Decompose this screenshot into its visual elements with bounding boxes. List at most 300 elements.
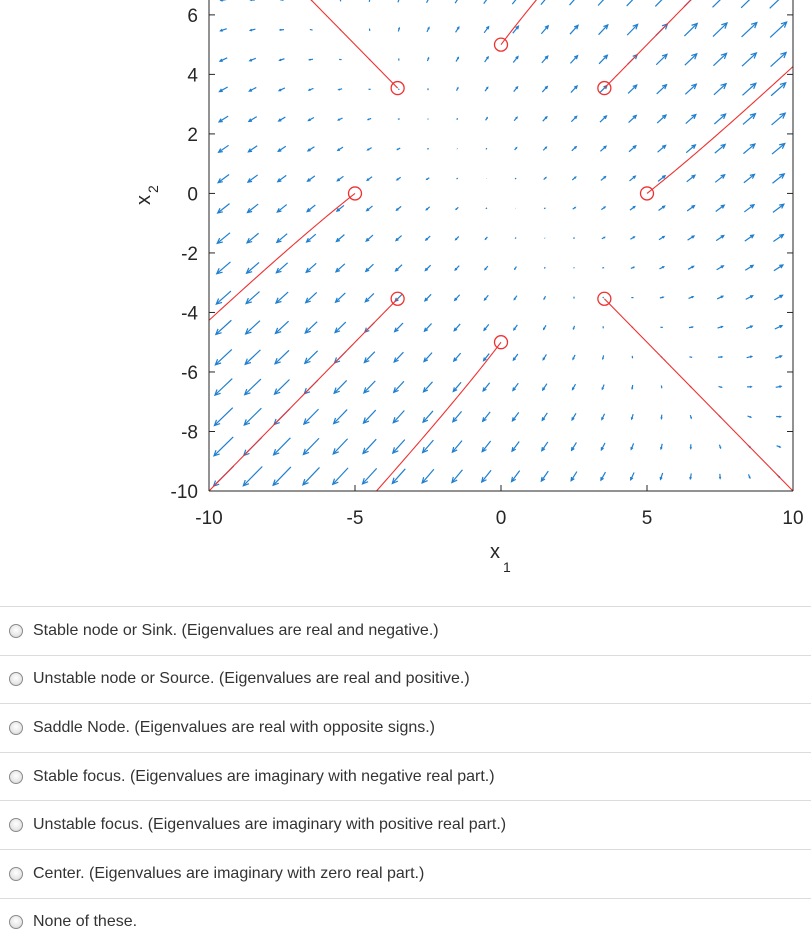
vector-arrow — [686, 115, 696, 124]
vector-arrow — [601, 443, 605, 450]
vector-arrow — [274, 438, 291, 455]
vector-arrow — [513, 57, 518, 63]
vector-arrow — [573, 326, 574, 329]
vector-arrow — [221, 0, 226, 1]
radio-button[interactable] — [9, 672, 23, 686]
vector-arrow — [515, 237, 516, 238]
vector-arrow — [277, 234, 287, 243]
x-tick-label: 0 — [496, 508, 507, 529]
vector-arrow — [514, 296, 517, 300]
vector-arrow — [218, 174, 229, 182]
vector-arrow — [600, 146, 606, 151]
vector-arrow — [336, 264, 345, 272]
vector-arrow — [717, 266, 724, 270]
vector-arrow — [456, 88, 457, 91]
vector-arrow — [486, 148, 487, 149]
option-label: Stable node or Sink. (Eigenvalues are real and negative.) — [33, 622, 439, 640]
vector-arrow — [333, 468, 348, 484]
option-label: None of these. — [33, 913, 137, 931]
vector-arrow — [601, 472, 606, 480]
option-unstable-node[interactable] — [0, 655, 811, 704]
vector-arrow — [774, 295, 782, 300]
vector-arrow — [309, 59, 313, 60]
vector-arrow — [687, 175, 695, 182]
vector-arrow — [215, 349, 231, 364]
vector-arrow — [217, 262, 231, 274]
vector-arrow — [571, 472, 577, 481]
trajectory — [89, 292, 404, 580]
option-label: Unstable node or Source. (Eigenvalues are real and positive.) — [33, 670, 470, 688]
vector-arrow — [745, 235, 754, 241]
vector-arrow — [515, 148, 517, 150]
vector-arrow — [219, 145, 229, 152]
vector-arrow — [455, 0, 459, 3]
trajectory — [495, 0, 736, 51]
vector-arrow — [396, 206, 401, 210]
vector-arrow — [774, 265, 783, 271]
trajectory — [598, 0, 811, 95]
vector-arrow — [512, 471, 520, 482]
vector-arrow — [512, 412, 518, 421]
vector-arrow — [482, 441, 490, 452]
vector-arrow — [335, 293, 345, 302]
vector-arrow — [246, 292, 259, 304]
vector-arrow — [367, 206, 373, 211]
vector-arrow — [603, 355, 604, 358]
vector-arrow — [541, 0, 549, 5]
vector-arrow — [657, 85, 667, 94]
vector-arrow — [776, 386, 781, 388]
vector-arrow — [484, 354, 490, 361]
vector-arrow — [513, 354, 517, 360]
vector-arrow — [743, 144, 755, 154]
vector-arrow — [602, 414, 605, 420]
vector-arrow — [247, 262, 259, 273]
vector-arrow — [599, 55, 607, 64]
vector-arrow — [280, 59, 285, 61]
vector-arrow — [486, 208, 487, 209]
radio-button[interactable] — [9, 721, 23, 735]
vector-arrow — [367, 177, 372, 181]
vector-arrow — [394, 352, 403, 362]
vector-arrow — [340, 0, 341, 1]
vector-arrow — [427, 149, 429, 150]
vector-field — [214, 0, 788, 486]
vector-arrow — [368, 118, 371, 119]
vector-arrow — [630, 237, 634, 239]
vector-arrow — [598, 0, 608, 6]
vector-arrow — [772, 144, 785, 155]
x-tick-label: -10 — [195, 508, 222, 529]
vector-arrow — [220, 87, 228, 92]
option-none-of-these[interactable] — [0, 898, 811, 946]
option-label: Unstable focus. (Eigenvalues are imaginary with positive real part.) — [33, 816, 506, 834]
vector-arrow — [484, 27, 488, 33]
vector-arrow — [748, 474, 750, 478]
vector-arrow — [713, 53, 726, 65]
vector-arrow — [246, 321, 260, 334]
vector-arrow — [748, 416, 751, 417]
vector-arrow — [772, 113, 786, 125]
radio-button[interactable] — [9, 915, 23, 929]
vector-arrow — [457, 178, 458, 179]
vector-arrow — [248, 146, 257, 152]
vector-arrow — [216, 320, 232, 334]
vector-arrow — [630, 207, 635, 211]
vector-arrow — [542, 86, 547, 92]
option-saddle-node[interactable] — [0, 703, 811, 752]
vector-arrow — [338, 147, 343, 150]
vector-arrow — [544, 178, 546, 180]
vector-arrow — [308, 147, 314, 151]
vector-arrow — [425, 294, 431, 301]
option-stable-node[interactable] — [0, 606, 811, 655]
vector-arrow — [660, 297, 663, 298]
vector-arrow — [363, 439, 376, 453]
vector-arrow — [629, 176, 635, 181]
y-tick-label: -2 — [181, 244, 198, 265]
y-tick-label: 2 — [187, 125, 198, 146]
vector-arrow — [601, 177, 606, 181]
option-label: Center. (Eigenvalues are imaginary with zero real part.) — [33, 865, 424, 883]
vector-arrow — [745, 265, 753, 270]
vector-arrow — [456, 58, 458, 62]
vector-arrow — [657, 115, 666, 123]
vector-arrow — [601, 207, 605, 210]
vector-arrow — [689, 357, 692, 358]
vector-arrow — [337, 205, 344, 211]
vector-arrow — [573, 355, 575, 359]
vector-arrow — [393, 410, 404, 422]
vector-arrow — [689, 327, 693, 328]
vector-arrow — [247, 204, 258, 212]
vector-arrow — [661, 385, 662, 388]
vector-arrow — [629, 146, 636, 152]
vector-arrow — [484, 295, 488, 300]
vector-arrow — [334, 410, 348, 424]
vector-arrow — [512, 0, 519, 4]
trajectory — [92, 0, 404, 95]
vector-arrow — [744, 205, 754, 212]
vector-arrow — [744, 174, 755, 182]
vector-arrow — [716, 236, 724, 241]
vector-arrow — [543, 354, 546, 359]
vector-arrow — [427, 0, 430, 3]
vector-arrow — [659, 267, 663, 269]
vector-arrow — [304, 409, 319, 424]
vector-arrow — [306, 263, 316, 272]
vector-arrow — [218, 204, 230, 213]
vector-arrow — [570, 0, 579, 5]
option-stable-focus[interactable] — [0, 752, 811, 801]
vector-arrow — [220, 58, 227, 61]
vector-arrow — [747, 356, 752, 358]
vector-arrow — [396, 265, 403, 271]
vector-arrow — [770, 0, 787, 8]
vector-arrow — [454, 324, 460, 331]
vector-arrow — [427, 28, 429, 32]
vector-arrow — [250, 29, 255, 31]
vector-arrow — [713, 0, 728, 7]
vector-arrow — [631, 414, 633, 419]
vector-arrow — [746, 296, 753, 300]
option-label: Stable focus. (Eigenvalues are imaginary with negative real part.) — [33, 768, 495, 786]
option-center[interactable] — [0, 849, 811, 898]
vector-arrow — [573, 384, 576, 389]
vector-arrow — [688, 266, 693, 269]
vector-arrow — [457, 118, 458, 120]
vector-arrow — [454, 353, 461, 361]
radio-button[interactable] — [9, 624, 23, 638]
vector-arrow — [339, 89, 342, 90]
vector-arrow — [602, 237, 605, 238]
vector-arrow — [689, 297, 694, 299]
x-tick-label: -5 — [347, 508, 364, 529]
option-unstable-focus[interactable] — [0, 800, 811, 849]
vector-arrow — [248, 175, 258, 182]
radio-button[interactable] — [9, 770, 23, 784]
vector-arrow — [690, 415, 691, 418]
option-label: Saddle Node. (Eigenvalues are real with opposite signs.) — [33, 719, 435, 737]
vector-arrow — [455, 295, 460, 301]
vector-arrow — [484, 0, 489, 4]
vector-arrow — [455, 266, 459, 270]
x-axis-label — [490, 541, 511, 575]
vector-arrow — [631, 443, 634, 449]
vector-arrow — [456, 236, 459, 239]
vector-arrow — [425, 265, 430, 270]
trajectory — [90, 187, 362, 432]
vector-arrow — [631, 473, 634, 480]
vector-arrow — [600, 116, 607, 122]
x-tick-label: 5 — [642, 508, 653, 529]
vector-arrow — [309, 88, 314, 90]
vector-arrow — [661, 415, 662, 419]
vector-arrow — [543, 384, 547, 390]
vector-arrow — [777, 446, 781, 448]
vector-arrow — [337, 176, 343, 180]
vector-arrow — [541, 26, 548, 34]
x-axis-label-sub: 1 — [503, 559, 511, 575]
vector-arrow — [659, 206, 665, 210]
vector-arrow — [275, 321, 288, 333]
vector-arrow — [398, 0, 400, 2]
vector-arrow — [217, 233, 230, 244]
vector-arrow — [277, 205, 286, 213]
vector-arrow — [483, 412, 491, 421]
vector-arrow — [364, 381, 375, 393]
vector-arrow — [422, 469, 434, 483]
vector-arrow — [396, 236, 402, 241]
vector-arrow — [628, 85, 637, 93]
vector-arrow — [368, 148, 372, 150]
vector-arrow — [278, 175, 287, 181]
vector-arrow — [717, 296, 723, 299]
vector-arrow — [543, 147, 546, 150]
y-tick-label: -4 — [181, 303, 198, 324]
vector-arrow — [453, 382, 461, 391]
vector-arrow — [718, 326, 723, 328]
vector-arrow — [543, 117, 547, 121]
vector-arrow — [656, 54, 667, 64]
vector-arrow — [279, 117, 286, 121]
vector-arrow — [572, 177, 575, 180]
vector-arrow — [603, 297, 604, 298]
vector-arrow — [338, 118, 342, 120]
vector-arrow — [305, 351, 318, 364]
vector-arrow — [308, 176, 315, 181]
vector-arrow — [742, 23, 757, 37]
vector-arrow — [719, 386, 722, 387]
vector-arrow — [544, 296, 545, 299]
vector-arrow — [514, 117, 517, 120]
vector-arrow — [215, 379, 232, 396]
vector-arrow — [714, 114, 725, 124]
vector-arrow — [428, 119, 429, 120]
vector-arrow — [363, 468, 377, 484]
vector-arrow — [743, 114, 755, 125]
vector-arrow — [574, 267, 575, 268]
radio-button[interactable] — [9, 867, 23, 881]
vector-arrow — [542, 56, 548, 63]
vector-arrow — [658, 145, 666, 152]
vector-arrow — [655, 0, 668, 6]
vector-arrow — [333, 439, 347, 454]
vector-arrow — [741, 0, 757, 8]
vector-arrow — [513, 26, 519, 33]
vector-arrow — [485, 57, 489, 62]
vector-arrow — [423, 411, 433, 422]
vector-arrow — [515, 267, 517, 270]
trajectory — [267, 336, 508, 580]
x-axis-label-main: x — [490, 541, 500, 563]
trajectory — [641, 0, 811, 200]
vector-arrow — [245, 350, 260, 364]
vector-arrow — [688, 236, 694, 240]
vector-arrow — [690, 473, 692, 478]
vector-arrow — [279, 88, 285, 91]
vector-arrow — [659, 236, 664, 239]
vector-arrow — [335, 322, 346, 332]
vector-arrow — [742, 83, 755, 95]
vector-arrow — [305, 322, 317, 333]
vector-arrow — [424, 353, 432, 362]
vector-arrow — [334, 380, 347, 393]
trajectory — [598, 292, 811, 580]
vector-arrow — [219, 116, 228, 122]
vector-arrow — [456, 207, 458, 209]
vector-arrow — [483, 383, 490, 391]
vector-arrow — [275, 379, 290, 394]
y-tick-label: 6 — [187, 6, 198, 27]
vector-arrow — [715, 144, 725, 153]
vector-arrow — [369, 0, 370, 2]
vector-arrow — [684, 0, 698, 7]
vector-arrow — [746, 326, 752, 329]
vector-arrow — [687, 206, 694, 211]
vector-arrow — [658, 176, 665, 182]
vector-arrow — [775, 326, 782, 329]
vector-arrow — [631, 267, 634, 268]
vector-arrow — [307, 234, 316, 242]
vector-arrow — [280, 29, 284, 30]
vector-arrow — [773, 204, 784, 212]
vector-arrow — [364, 352, 374, 363]
vector-arrow — [542, 413, 547, 421]
vector-arrow — [713, 23, 727, 37]
vector-arrow — [278, 146, 286, 151]
vector-arrow — [336, 235, 344, 242]
vector-arrow — [453, 411, 462, 421]
vector-arrow — [602, 385, 604, 390]
radio-button[interactable] — [9, 818, 23, 832]
x-tick-label: 10 — [782, 508, 803, 529]
vector-arrow — [310, 29, 313, 30]
vector-arrow — [398, 28, 399, 31]
vector-arrow — [214, 408, 232, 426]
vector-arrow — [541, 471, 548, 481]
vector-arrow — [482, 470, 491, 482]
vector-arrow — [715, 175, 724, 183]
vector-arrow — [719, 445, 720, 448]
y-tick-label: -8 — [181, 422, 198, 443]
vector-arrow — [427, 178, 430, 180]
vector-arrow — [719, 474, 720, 478]
vector-arrow — [515, 178, 516, 179]
vector-arrow — [363, 410, 375, 423]
vector-arrow — [684, 23, 697, 36]
vector-arrow — [771, 52, 787, 66]
vector-arrow — [276, 292, 288, 303]
vector-arrow — [366, 264, 374, 271]
vector-arrow — [570, 56, 577, 64]
vector-arrow — [426, 207, 429, 210]
vector-arrow — [275, 350, 289, 364]
vector-arrow — [660, 473, 662, 479]
vector-arrow — [661, 444, 663, 449]
vector-arrow — [243, 467, 262, 486]
vector-arrow — [570, 25, 578, 34]
vector-arrow — [632, 385, 633, 389]
vector-arrow — [545, 267, 546, 269]
y-axis-label-main: x — [133, 195, 155, 205]
y-tick-label: 4 — [187, 65, 198, 86]
y-tick-label: 0 — [187, 184, 198, 205]
vector-arrow — [485, 87, 488, 91]
vector-arrow — [486, 118, 488, 121]
vector-arrow — [714, 84, 726, 95]
vector-arrow — [307, 205, 315, 212]
vector-arrow — [397, 177, 401, 180]
vector-arrow — [718, 356, 722, 357]
vector-arrow — [772, 174, 784, 183]
vector-arrow — [685, 54, 697, 65]
vector-arrow — [485, 237, 487, 239]
vector-arrow — [365, 293, 374, 301]
vector-arrow — [306, 292, 317, 302]
vector-arrow — [544, 208, 545, 209]
vector-arrow — [629, 115, 637, 122]
vector-arrow — [244, 408, 261, 425]
vector-arrow — [249, 117, 257, 122]
vector-arrow — [393, 440, 405, 453]
vector-arrow — [542, 442, 548, 451]
y-axis-label — [133, 185, 161, 205]
vector-arrow — [512, 441, 519, 451]
vector-arrow — [245, 379, 261, 395]
vector-arrow — [250, 58, 256, 61]
vector-arrow — [452, 441, 462, 453]
